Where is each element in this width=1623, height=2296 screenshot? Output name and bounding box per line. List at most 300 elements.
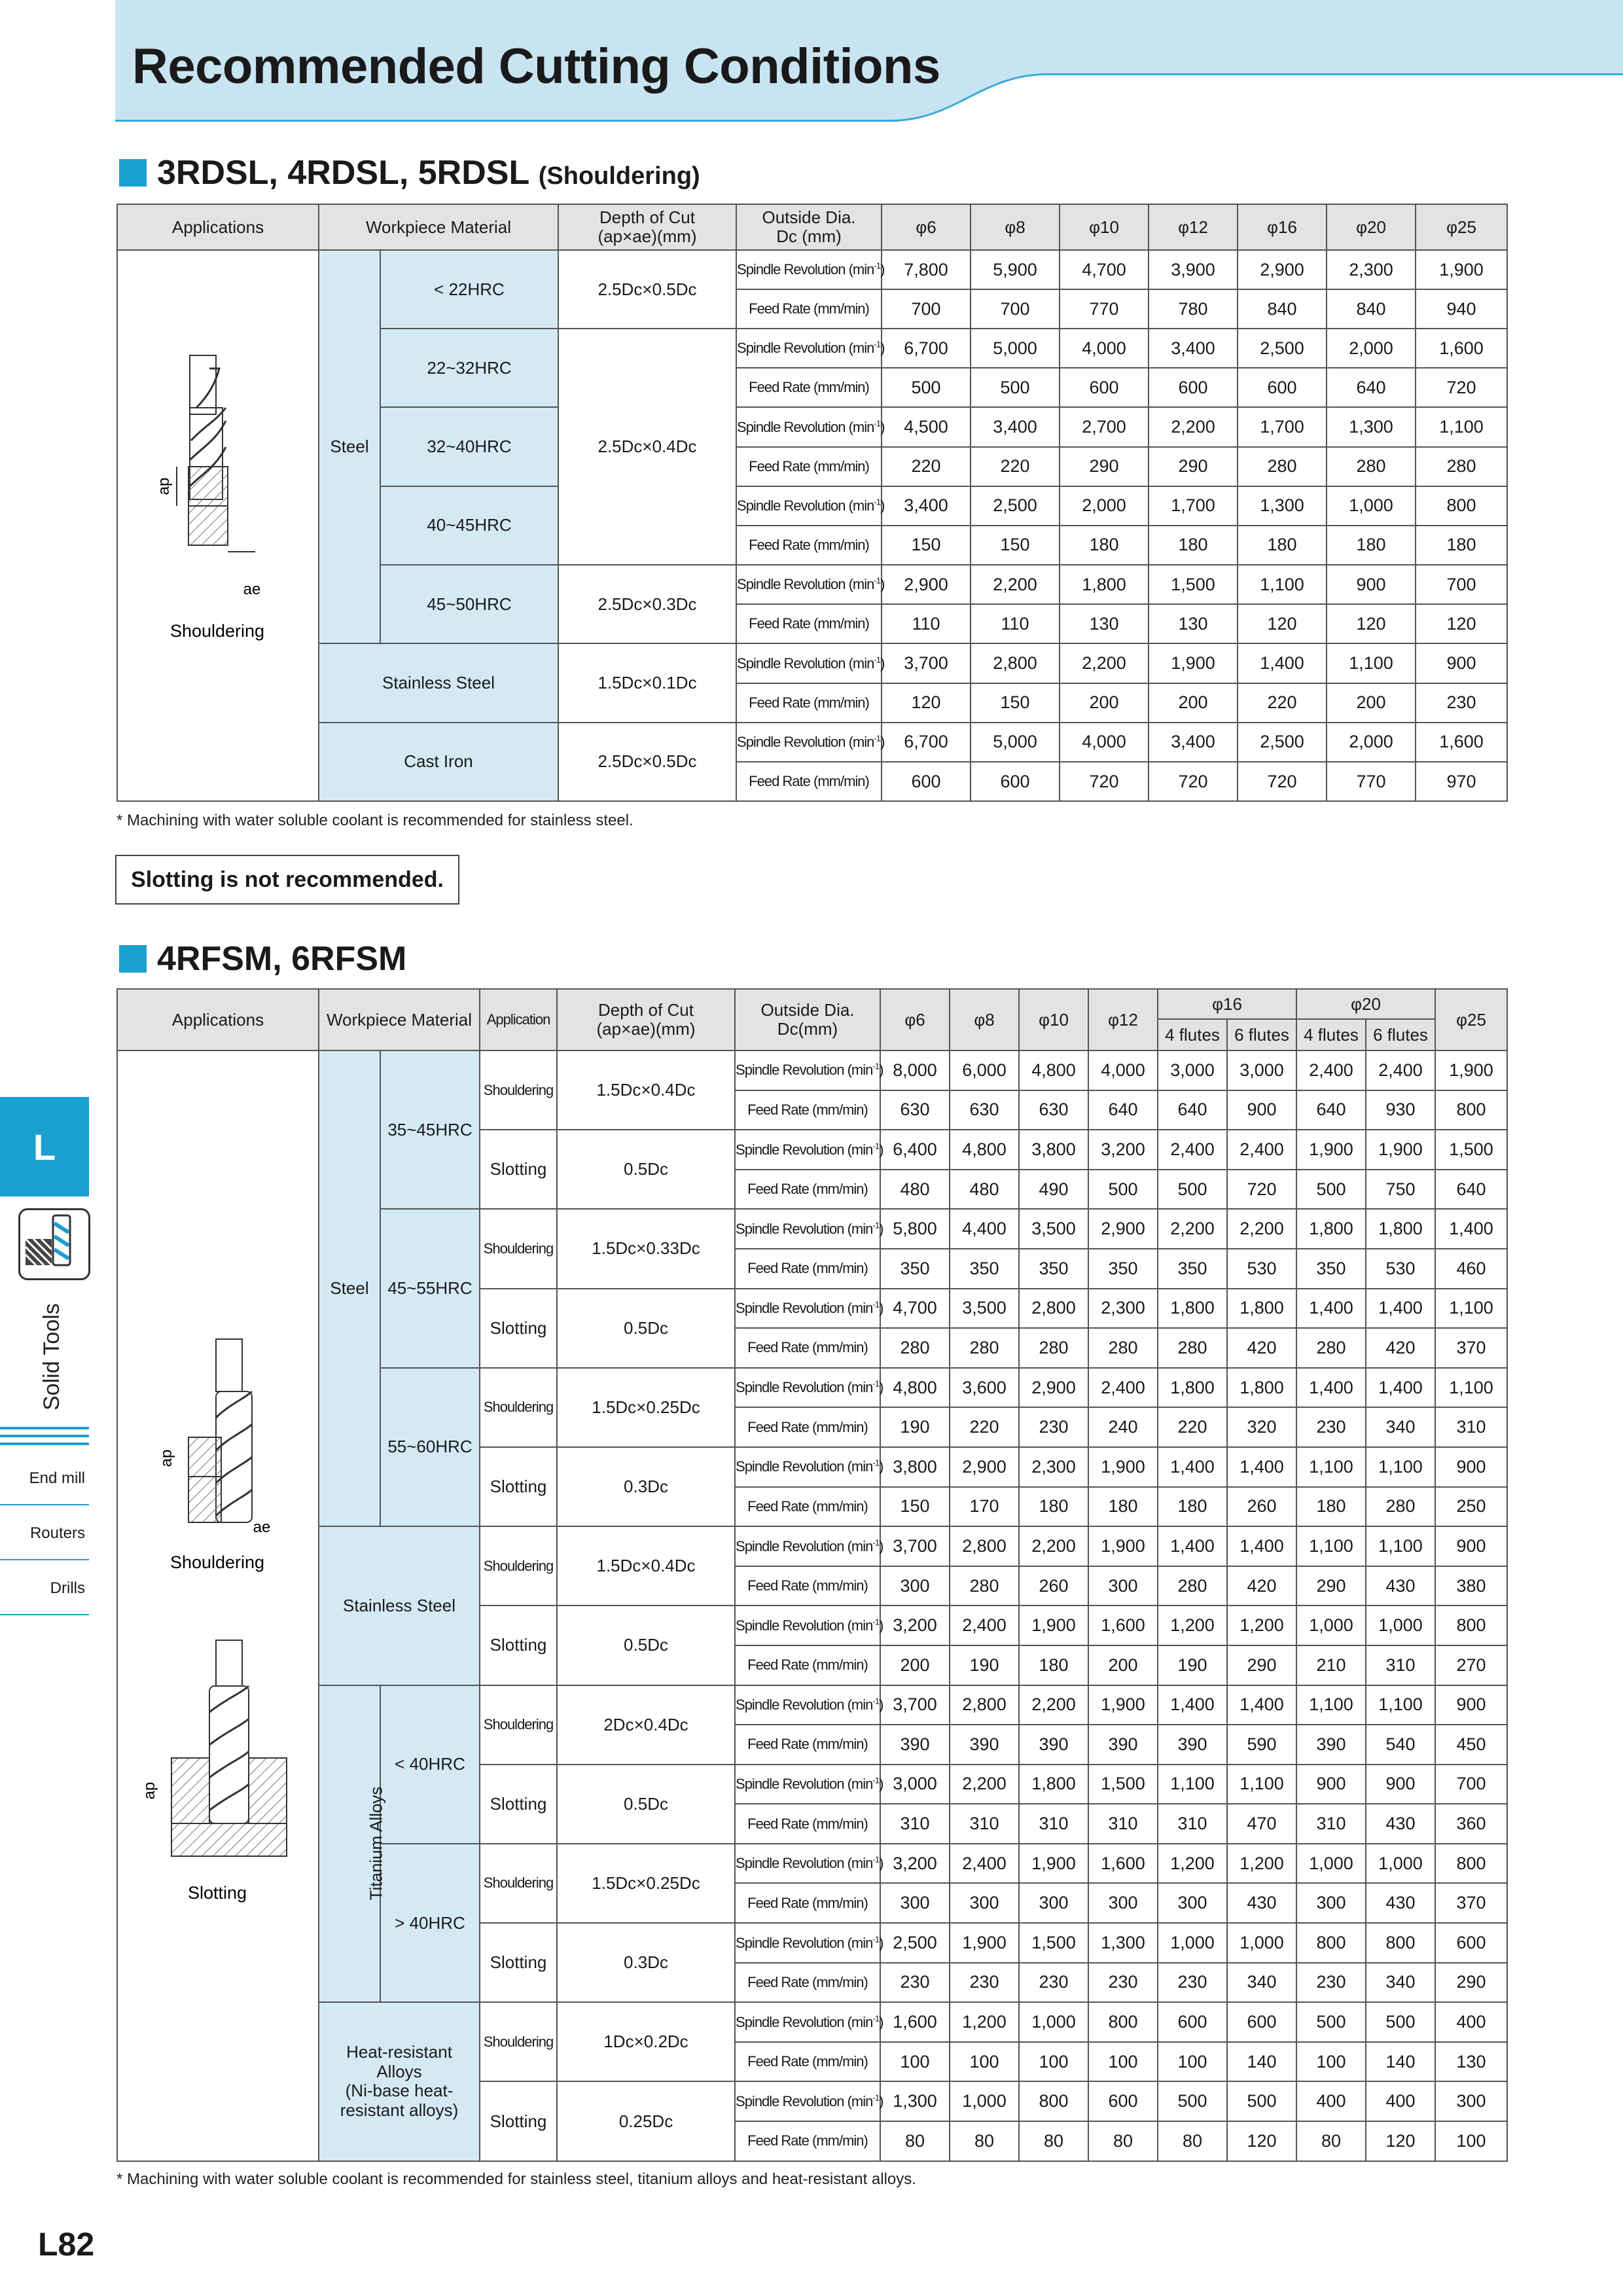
value-cell: 150 (971, 526, 1060, 565)
spindle-label: Spindle Revolution $(\min^{-1})$ (737, 340, 885, 357)
value-cell: 270 (1435, 1645, 1507, 1685)
application-cell: Slotting (480, 1923, 557, 2002)
feed-rate-label: Feed Rate (mm/min) (736, 368, 882, 407)
value-cell: 380 (1435, 1566, 1507, 1606)
value-cell: 280 (950, 1328, 1019, 1368)
depth-cell: 1.5Dc×0.25Dc (557, 1844, 735, 1923)
section-1-subtitle: (Shouldering) (538, 162, 700, 190)
spindle-revolution-label (735, 1923, 883, 1963)
spindle-label: Spindle Revolution $(\min^{-1})$ (736, 1458, 883, 1475)
application-cell: Slotting (480, 1289, 557, 1368)
value-cell: 2,800 (1019, 1289, 1088, 1329)
value-cell: 2,900 (882, 565, 971, 604)
value-cell: 640 (1088, 1090, 1158, 1130)
value-cell: 780 (1149, 289, 1238, 329)
value-cell: 750 (1366, 1170, 1435, 1210)
value-cell: 6,400 (880, 1130, 950, 1170)
feed-rate-label: Feed Rate (mm/min) (735, 1249, 880, 1289)
value-cell: 390 (1158, 1725, 1227, 1765)
value-cell: 280 (1238, 447, 1327, 486)
spindle-revolution-label (735, 1526, 883, 1566)
value-cell: 290 (1149, 447, 1238, 486)
spindle-label: Spindle Revolution $(\min^{-1})$ (736, 1062, 883, 1079)
value-cell: 490 (1019, 1170, 1088, 1210)
value-cell: 1,500 (1435, 1130, 1507, 1170)
value-cell: 2,000 (1060, 486, 1149, 526)
spindle-revolution-label (735, 1765, 883, 1804)
value-cell: 1,500 (1019, 1923, 1088, 1963)
value-cell: 290 (1296, 1566, 1366, 1606)
value-cell: 200 (1327, 683, 1416, 723)
value-cell: 2,200 (1019, 1685, 1088, 1725)
svg-text:Shouldering: Shouldering (169, 1552, 265, 1572)
application-cell: Slotting (480, 1447, 557, 1526)
value-cell: 4,000 (1060, 329, 1149, 368)
value-cell: 100 (1296, 2042, 1366, 2082)
svg-text:Solid Tools: Solid Tools (39, 1303, 64, 1410)
value-cell: 6,700 (882, 723, 971, 762)
hardness-cell: 55~60HRC (380, 1368, 480, 1526)
value-cell: 260 (1019, 1566, 1088, 1606)
col-workpiece-material: Workpiece Material (319, 204, 558, 250)
value-cell: 480 (880, 1170, 950, 1210)
section-1-marker (119, 159, 147, 187)
value-cell: 1,100 (1296, 1526, 1366, 1566)
value-cell: 4,700 (880, 1289, 950, 1329)
value-cell: 1,200 (950, 2002, 1019, 2042)
feed-rate-label: Feed Rate (mm/min) (735, 1645, 880, 1685)
hardness-cell: 40~45HRC (380, 486, 558, 565)
value-cell: 500 (1366, 2002, 1435, 2042)
value-cell: 1,100 (1327, 643, 1416, 683)
dia-header: φ25 (1416, 204, 1507, 250)
col-applications: Applications (117, 204, 319, 250)
material-steel: Steel (319, 250, 380, 643)
value-cell: 200 (880, 1645, 950, 1685)
application-cell: Shouldering (480, 2002, 557, 2081)
value-cell: 640 (1435, 1170, 1507, 1210)
sidebar-item-routers[interactable]: Routers (0, 1508, 89, 1560)
value-cell: 190 (1158, 1645, 1227, 1685)
value-cell: 3,200 (880, 1605, 950, 1645)
value-cell: 420 (1366, 1328, 1435, 1368)
feed-rate-label: Feed Rate (mm/min) (735, 1566, 880, 1606)
value-cell: 840 (1327, 289, 1416, 329)
value-cell: 400 (1435, 2002, 1507, 2042)
value-cell: 4,000 (1060, 723, 1149, 762)
spindle-label: Spindle Revolution $(\min^{-1})$ (736, 1220, 883, 1237)
value-cell: 220 (1158, 1407, 1227, 1447)
value-cell: 1,100 (1296, 1685, 1366, 1725)
value-cell: 930 (1366, 1090, 1435, 1130)
feed-rate-label: Feed Rate (mm/min) (735, 1170, 880, 1210)
value-cell: 1,100 (1435, 1368, 1507, 1408)
value-cell: 400 (1366, 2081, 1435, 2121)
value-cell: 630 (880, 1090, 950, 1130)
value-cell: 2,400 (1088, 1368, 1158, 1408)
value-cell: 2,200 (1227, 1209, 1296, 1249)
value-cell: 5,000 (971, 329, 1060, 368)
spindle-label: Spindle Revolution $(\min^{-1})$ (737, 655, 885, 672)
value-cell: 420 (1227, 1566, 1296, 1606)
value-cell: 3,900 (1149, 250, 1238, 289)
value-cell: 1,400 (1366, 1368, 1435, 1408)
spindle-revolution-label (735, 1685, 883, 1725)
value-cell: 150 (880, 1487, 950, 1527)
value-cell: 340 (1227, 1963, 1296, 2003)
dia-header-25: φ25 (1435, 989, 1507, 1050)
value-cell: 1,400 (1227, 1447, 1296, 1487)
value-cell: 720 (1227, 1170, 1296, 1210)
value-cell: 460 (1435, 1249, 1507, 1289)
value-cell: 180 (1019, 1487, 1088, 1527)
value-cell: 1,800 (1366, 1209, 1435, 1249)
spindle-label: Spindle Revolution $(\min^{-1})$ (736, 1378, 883, 1396)
value-cell: 500 (1227, 2081, 1296, 2121)
value-cell: 1,100 (1296, 1447, 1366, 1487)
value-cell: 720 (1060, 762, 1149, 801)
value-cell: 310 (1019, 1804, 1088, 1844)
value-cell: 200 (1060, 683, 1149, 723)
svg-text:ap: ap (155, 477, 173, 495)
value-cell: 4,000 (1088, 1050, 1158, 1090)
value-cell: 2,200 (1158, 1209, 1227, 1249)
value-cell: 310 (1435, 1407, 1507, 1447)
value-cell: 1,200 (1227, 1605, 1296, 1645)
value-cell: 340 (1366, 1407, 1435, 1447)
spindle-label: Spindle Revolution $(\min^{-1})$ (737, 260, 885, 278)
section-1-note: * Machining with water soluble coolant is recommended for stainless steel. (116, 812, 633, 829)
value-cell: 430 (1366, 1883, 1435, 1923)
value-cell: 3,000 (1158, 1050, 1227, 1090)
hardness-cell: 45~55HRC (380, 1209, 480, 1367)
spindle-label: Spindle Revolution $(\min^{-1})$ (736, 2013, 883, 2030)
value-cell: 180 (1296, 1487, 1366, 1527)
value-cell: 800 (1435, 1844, 1507, 1884)
value-cell: 120 (1327, 604, 1416, 643)
value-cell: 3,500 (950, 1289, 1019, 1329)
value-cell: 180 (1149, 526, 1238, 565)
value-cell: 180 (1019, 1645, 1088, 1685)
value-cell: 500 (1158, 1170, 1227, 1210)
section-2-title: 4RFSM, 6RFSM (157, 940, 407, 978)
value-cell: 2,500 (1238, 723, 1327, 762)
spindle-label: Spindle Revolution $(\min^{-1})$ (737, 497, 885, 514)
application-cell: Slotting (480, 1765, 557, 1844)
value-cell: 2,900 (1238, 250, 1327, 289)
value-cell: 1,900 (1019, 1605, 1088, 1645)
value-cell: 4,800 (880, 1368, 950, 1408)
value-cell: 800 (1366, 1923, 1435, 1963)
svg-text:Shouldering: Shouldering (169, 621, 265, 641)
value-cell: 2,200 (1019, 1526, 1088, 1566)
value-cell: 130 (1060, 604, 1149, 643)
value-cell: 110 (971, 604, 1060, 643)
application-cell: Shouldering (480, 1844, 557, 1923)
material-cell: Stainless Steel (319, 643, 558, 722)
value-cell: 300 (1088, 1883, 1158, 1923)
svg-text:ae: ae (243, 581, 261, 598)
value-cell: 5,900 (971, 250, 1060, 289)
value-cell: 940 (1416, 289, 1507, 329)
value-cell: 600 (971, 762, 1060, 801)
value-cell: 390 (880, 1725, 950, 1765)
material-heat-resistant-alloys: Heat-resistant Alloys (Ni-base heat- resistant alloys) (319, 2002, 480, 2161)
application-cell: Shouldering (480, 1209, 557, 1288)
value-cell: 180 (1238, 526, 1327, 565)
flutes-header: 6 flutes (1227, 1019, 1296, 1050)
value-cell: 240 (1088, 1407, 1158, 1447)
value-cell: 450 (1435, 1725, 1507, 1765)
hardness-cell: < 22HRC (380, 250, 558, 329)
value-cell: 100 (880, 2042, 950, 2082)
col-applications: Applications (117, 989, 319, 1050)
col-depth-of-cut: Depth of Cut (ap×ae)(mm) (558, 204, 736, 250)
value-cell: 1,200 (1158, 1844, 1227, 1884)
value-cell: 1,100 (1435, 1289, 1507, 1329)
value-cell: 770 (1327, 762, 1416, 801)
hardness-cell: > 40HRC (380, 1844, 480, 2002)
depth-cell: 0.5Dc (557, 1130, 735, 1209)
value-cell: 600 (1158, 2002, 1227, 2042)
depth-cell: 0.25Dc (557, 2081, 735, 2161)
value-cell: 350 (1088, 1249, 1158, 1289)
value-cell: 4,800 (950, 1130, 1019, 1170)
value-cell: 1,400 (1158, 1447, 1227, 1487)
section-tab-l[interactable]: L (0, 1097, 89, 1196)
value-cell: 1,300 (1238, 486, 1327, 526)
value-cell: 120 (1227, 2121, 1296, 2161)
depth-cell: 1.5Dc×0.33Dc (557, 1209, 735, 1288)
value-cell: 1,600 (1416, 329, 1507, 368)
value-cell: 390 (950, 1725, 1019, 1765)
depth-cell: 1.5Dc×0.4Dc (557, 1050, 735, 1130)
value-cell: 1,100 (1238, 565, 1327, 604)
value-cell: 2,200 (1060, 643, 1149, 683)
value-cell: 800 (1435, 1090, 1507, 1130)
value-cell: 2,400 (950, 1605, 1019, 1645)
value-cell: 100 (950, 2042, 1019, 2082)
value-cell: 1,000 (1366, 1605, 1435, 1645)
depth-cell: 0.5Dc (557, 1765, 735, 1844)
value-cell: 480 (950, 1170, 1019, 1210)
application-cell: Slotting (480, 1130, 557, 1209)
rfsm-conditions-table (116, 988, 1508, 2162)
value-cell: 1,400 (1227, 1526, 1296, 1566)
value-cell: 600 (882, 762, 971, 801)
value-cell: 230 (1416, 683, 1507, 723)
dia-header-16: φ16 (1158, 989, 1296, 1019)
feed-rate-label: Feed Rate (mm/min) (735, 1487, 880, 1527)
col-outside-dia: Outside Dia. Dc(mm) (735, 989, 880, 1050)
spindle-revolution-label (736, 250, 885, 289)
value-cell: 1,100 (1158, 1765, 1227, 1804)
value-cell: 420 (1227, 1328, 1296, 1368)
value-cell: 2,000 (1327, 329, 1416, 368)
hardness-cell: 32~40HRC (380, 407, 558, 486)
application-cell: Shouldering (480, 1526, 557, 1605)
value-cell: 720 (1416, 368, 1507, 407)
svg-text:ap: ap (141, 1782, 158, 1800)
value-cell: 180 (1327, 526, 1416, 565)
material-cell: Cast Iron (319, 723, 558, 801)
value-cell: 300 (950, 1883, 1019, 1923)
value-cell: 2,400 (950, 1844, 1019, 1884)
value-cell: 190 (950, 1645, 1019, 1685)
application-cell: Slotting (480, 2081, 557, 2161)
value-cell: 800 (1088, 2002, 1158, 2042)
value-cell: 600 (1088, 2081, 1158, 2121)
feed-rate-label: Feed Rate (mm/min) (735, 1963, 880, 2003)
value-cell: 1,400 (1158, 1526, 1227, 1566)
value-cell: 6,700 (882, 329, 971, 368)
depth-cell: 1.5Dc×0.4Dc (557, 1526, 735, 1605)
value-cell: 530 (1366, 1249, 1435, 1289)
value-cell: 2,900 (950, 1447, 1019, 1487)
value-cell: 180 (1416, 526, 1507, 565)
value-cell: 280 (1158, 1328, 1227, 1368)
material-steel: Steel (319, 1050, 380, 1526)
flutes-header: 4 flutes (1296, 1019, 1366, 1050)
value-cell: 630 (950, 1090, 1019, 1130)
feed-rate-label: Feed Rate (mm/min) (736, 762, 882, 801)
shouldering-illustration (117, 250, 319, 801)
value-cell: 1,800 (1060, 565, 1149, 604)
value-cell: 1,600 (880, 2002, 950, 2042)
page-title: Recommended Cutting Conditions (132, 39, 940, 94)
value-cell: 220 (882, 447, 971, 486)
col-depth-of-cut: Depth of Cut (ap×ae)(mm) (557, 989, 735, 1050)
value-cell: 180 (1088, 1487, 1158, 1527)
value-cell: 1,600 (1416, 723, 1507, 762)
value-cell: 3,600 (950, 1368, 1019, 1408)
value-cell: 2,300 (1019, 1447, 1088, 1487)
value-cell: 100 (1088, 2042, 1158, 2082)
value-cell: 180 (1158, 1487, 1227, 1527)
hardness-cell: < 40HRC (380, 1685, 480, 1844)
value-cell: 290 (1227, 1645, 1296, 1685)
value-cell: 1,500 (1149, 565, 1238, 604)
spindle-label: Spindle Revolution $(\min^{-1})$ (737, 575, 885, 593)
feed-rate-label: Feed Rate (mm/min) (736, 604, 882, 643)
value-cell: 640 (1327, 368, 1416, 407)
value-cell: 230 (1296, 1407, 1366, 1447)
value-cell: 1,900 (1149, 643, 1238, 683)
value-cell: 700 (1416, 565, 1507, 604)
spindle-revolution-label (736, 407, 885, 446)
value-cell: 100 (1435, 2121, 1507, 2161)
spindle-label: Spindle Revolution $(\min^{-1})$ (736, 1696, 883, 1713)
value-cell: 2,300 (1088, 1289, 1158, 1329)
value-cell: 1,000 (1366, 1844, 1435, 1884)
value-cell: 3,800 (880, 1447, 950, 1487)
spindle-revolution-label (735, 1368, 883, 1408)
value-cell: 1,800 (1019, 1765, 1088, 1804)
value-cell: 310 (1366, 1645, 1435, 1685)
sidebar-divider (0, 1427, 89, 1429)
value-cell: 2,800 (950, 1685, 1019, 1725)
feed-rate-label: Feed Rate (mm/min) (736, 447, 882, 486)
value-cell: 1,400 (1296, 1368, 1366, 1408)
value-cell: 2,500 (1238, 329, 1327, 368)
value-cell: 1,800 (1227, 1368, 1296, 1408)
value-cell: 1,000 (1019, 2002, 1088, 2042)
value-cell: 300 (1088, 1566, 1158, 1606)
value-cell: 280 (1296, 1328, 1366, 1368)
value-cell: 140 (1227, 2042, 1296, 2082)
value-cell: 1,900 (1088, 1685, 1158, 1725)
sidebar-item-drills[interactable]: Drills (0, 1563, 89, 1615)
value-cell: 280 (1366, 1487, 1435, 1527)
value-cell: 150 (882, 526, 971, 565)
value-cell: 350 (1158, 1249, 1227, 1289)
value-cell: 280 (1088, 1328, 1158, 1368)
section-2-marker (119, 945, 147, 973)
value-cell: 800 (1296, 1923, 1366, 1963)
value-cell: 900 (1435, 1526, 1507, 1566)
value-cell: 140 (1366, 2042, 1435, 2082)
application-cell: Shouldering (480, 1685, 557, 1765)
feed-rate-label: Feed Rate (mm/min) (735, 1883, 880, 1923)
value-cell: 260 (1227, 1487, 1296, 1527)
value-cell: 8,000 (880, 1050, 950, 1090)
page-number: L82 (38, 2226, 95, 2263)
value-cell: 250 (1435, 1487, 1507, 1527)
dia-header: φ8 (971, 204, 1060, 250)
depth-cell: 2.5Dc×0.5Dc (558, 250, 736, 329)
value-cell: 1,200 (1158, 1605, 1227, 1645)
value-cell: 230 (1019, 1407, 1088, 1447)
value-cell: 500 (1158, 2081, 1227, 2121)
value-cell: 430 (1366, 1804, 1435, 1844)
sidebar-item-end-mill[interactable]: End mill (0, 1453, 89, 1505)
depth-cell: 1.5Dc×0.1Dc (558, 643, 736, 722)
value-cell: 800 (1019, 2081, 1088, 2121)
value-cell: 280 (1327, 447, 1416, 486)
value-cell: 1,300 (1088, 1923, 1158, 1963)
value-cell: 1,100 (1366, 1526, 1435, 1566)
value-cell: 300 (1019, 1883, 1088, 1923)
value-cell: 80 (1158, 2121, 1227, 2161)
value-cell: 4,400 (950, 1209, 1019, 1249)
value-cell: 220 (950, 1407, 1019, 1447)
value-cell: 300 (1296, 1883, 1366, 1923)
sidebar-divider (0, 1435, 89, 1437)
col-workpiece-material: Workpiece Material (319, 989, 480, 1050)
value-cell: 4,500 (882, 407, 971, 446)
value-cell: 1,900 (1088, 1447, 1158, 1487)
value-cell: 2,900 (1019, 1368, 1088, 1408)
value-cell: 2,000 (1327, 723, 1416, 762)
value-cell: 840 (1238, 289, 1327, 329)
value-cell: 3,400 (971, 407, 1060, 446)
value-cell: 3,400 (882, 486, 971, 526)
value-cell: 1,900 (1435, 1050, 1507, 1090)
value-cell: 300 (880, 1566, 950, 1606)
value-cell: 1,100 (1416, 407, 1507, 446)
value-cell: 430 (1227, 1883, 1296, 1923)
value-cell: 180 (1060, 526, 1149, 565)
value-cell: 1,100 (1366, 1447, 1435, 1487)
spindle-label: Spindle Revolution $(\min^{-1})$ (736, 1141, 883, 1158)
hardness-cell: 45~50HRC (380, 565, 558, 643)
value-cell: 1,000 (1327, 486, 1416, 526)
value-cell: 110 (882, 604, 971, 643)
value-cell: 130 (1149, 604, 1238, 643)
material-titanium-alloys: Titanium Alloys (319, 1685, 380, 2003)
spindle-revolution-label (735, 1289, 883, 1329)
spindle-label: Spindle Revolution $(\min^{-1})$ (736, 1775, 883, 1793)
